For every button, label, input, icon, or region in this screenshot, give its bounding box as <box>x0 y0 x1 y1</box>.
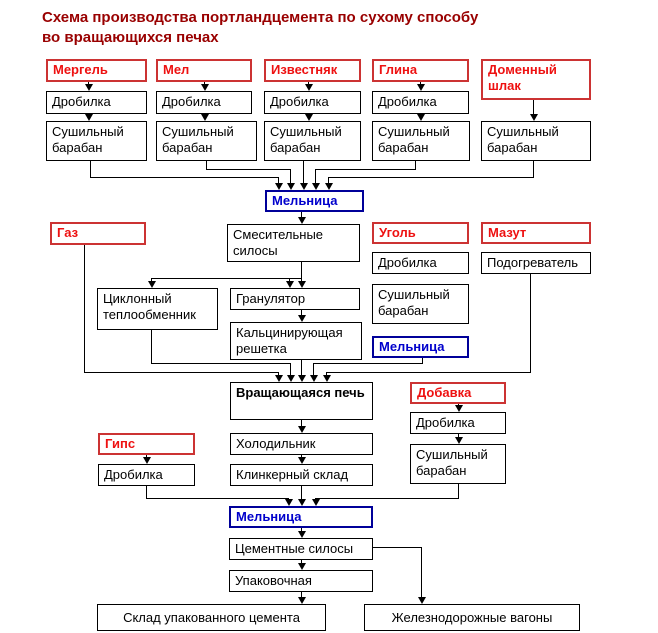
crusher-mergel: Дробилка <box>46 91 147 114</box>
flow-arrowhead-icon <box>287 183 295 190</box>
flow-arrowhead-icon <box>85 84 93 91</box>
dryer-dobavka: Сушильный барабан <box>410 444 506 484</box>
diagram-title-line1: Схема производства портландцемента по сухому способу <box>42 9 479 26</box>
flow-line <box>206 169 291 170</box>
flow-arrowhead-icon <box>275 375 283 382</box>
flow-line <box>530 274 531 373</box>
flow-arrowhead-icon <box>305 84 313 91</box>
flow-arrowhead-icon <box>286 281 294 288</box>
flow-arrowhead-icon <box>298 426 306 433</box>
flow-arrowhead-icon <box>285 499 293 506</box>
flow-line <box>151 363 291 364</box>
diagram-title-line2: во вращающихся печах <box>42 29 219 46</box>
source-dobavka: Добавка <box>410 382 506 404</box>
flow-arrowhead-icon <box>455 405 463 412</box>
flow-arrowhead-icon <box>287 375 295 382</box>
dryer-glina: Сушильный барабан <box>372 121 470 161</box>
dryer-mel: Сушильный барабан <box>156 121 257 161</box>
source-gaz: Газ <box>50 222 146 245</box>
flow-arrowhead-icon <box>300 183 308 190</box>
flow-arrowhead-icon <box>298 531 306 538</box>
flow-arrowhead-icon <box>298 375 306 382</box>
cyclone-heat-exchanger: Циклонный теплообменник <box>97 288 218 330</box>
flow-arrowhead-icon <box>455 437 463 444</box>
flow-arrowhead-icon <box>298 457 306 464</box>
source-mel: Мел <box>156 59 252 82</box>
diagram-title <box>42 8 622 48</box>
flow-line <box>315 498 459 499</box>
flow-arrowhead-icon <box>312 183 320 190</box>
source-glina: Глина <box>372 59 469 82</box>
flow-line <box>313 363 423 364</box>
flow-line <box>326 372 531 373</box>
flow-line <box>533 100 534 114</box>
dryer-shlak: Сушильный барабан <box>481 121 591 161</box>
flow-arrowhead-icon <box>305 114 313 121</box>
flow-arrowhead-icon <box>298 315 306 322</box>
flow-line <box>290 363 291 375</box>
flow-line <box>146 498 289 499</box>
flow-arrowhead-icon <box>298 281 306 288</box>
crusher-glina: Дробилка <box>372 91 469 114</box>
flow-line <box>151 330 152 364</box>
source-mazut: Мазут <box>481 222 591 244</box>
flow-line <box>303 161 304 183</box>
calcining-grate: Кальцинирующая решетка <box>230 322 362 360</box>
cooler: Холодильник <box>230 433 373 455</box>
flow-arrowhead-icon <box>201 114 209 121</box>
flow-arrowhead-icon <box>298 563 306 570</box>
clinker-storage: Клинкерный склад <box>230 464 373 486</box>
flow-line <box>421 547 422 599</box>
crusher-gips: Дробилка <box>98 464 195 486</box>
flow-arrowhead-icon <box>417 84 425 91</box>
mixing-silos: Смесительные силосы <box>227 224 360 262</box>
flow-arrowhead-icon <box>323 375 331 382</box>
flow-line <box>84 372 279 373</box>
cement-silos: Цементные силосы <box>229 538 373 560</box>
flow-line <box>90 161 91 178</box>
flow-arrowhead-icon <box>143 457 151 464</box>
flow-arrowhead-icon <box>298 597 306 604</box>
flow-line <box>533 161 534 178</box>
flow-arrowhead-icon <box>417 114 425 121</box>
flow-line <box>328 177 534 178</box>
flow-line <box>290 169 291 183</box>
flow-line <box>373 547 422 548</box>
dryer-mergel: Сушильный барабан <box>46 121 147 161</box>
source-mergel: Мергель <box>46 59 147 82</box>
flow-arrowhead-icon <box>298 499 306 506</box>
flow-line <box>301 486 302 499</box>
flow-arrowhead-icon <box>201 84 209 91</box>
flow-line <box>84 245 85 373</box>
flow-line <box>315 169 416 170</box>
flow-arrowhead-icon <box>148 281 156 288</box>
packed-cement-storage: Склад упакованного цемента <box>97 604 326 631</box>
crusher-izvestnyak: Дробилка <box>264 91 361 114</box>
source-domenny-shlak: Доменный шлак <box>481 59 591 100</box>
flow-line <box>315 169 316 183</box>
flow-arrowhead-icon <box>310 375 318 382</box>
crusher-mel: Дробилка <box>156 91 252 114</box>
dryer-ugol: Сушильный барабан <box>372 284 469 324</box>
flow-arrowhead-icon <box>85 114 93 121</box>
source-ugol: Уголь <box>372 222 469 244</box>
flow-line <box>301 360 302 375</box>
flow-arrowhead-icon <box>530 114 538 121</box>
packing: Упаковочная <box>229 570 373 592</box>
flow-arrowhead-icon <box>418 597 426 604</box>
railway-wagons: Железнодорожные вагоны <box>364 604 580 631</box>
flow-line <box>301 262 302 281</box>
mill-ugol: Мельница <box>372 336 469 358</box>
flow-line <box>90 177 279 178</box>
flow-arrowhead-icon <box>275 183 283 190</box>
rotary-kiln: Вращающаяся печь <box>230 382 373 420</box>
crusher-dobavka: Дробилка <box>410 412 506 434</box>
flow-line <box>458 484 459 499</box>
flow-line <box>313 363 314 375</box>
crusher-ugol: Дробилка <box>372 252 469 274</box>
source-gips: Гипс <box>98 433 195 455</box>
source-izvestnyak: Известняк <box>264 59 361 82</box>
flow-arrowhead-icon <box>325 183 333 190</box>
granulator: Гранулятор <box>230 288 360 310</box>
flow-arrowhead-icon <box>312 499 320 506</box>
flow-line <box>151 278 302 279</box>
mill-raw: Мельница <box>265 190 364 212</box>
dryer-izvestnyak: Сушильный барабан <box>264 121 361 161</box>
flow-arrowhead-icon <box>298 217 306 224</box>
preheater: Подогреватель <box>481 252 591 274</box>
mill-cement: Мельница <box>229 506 373 528</box>
